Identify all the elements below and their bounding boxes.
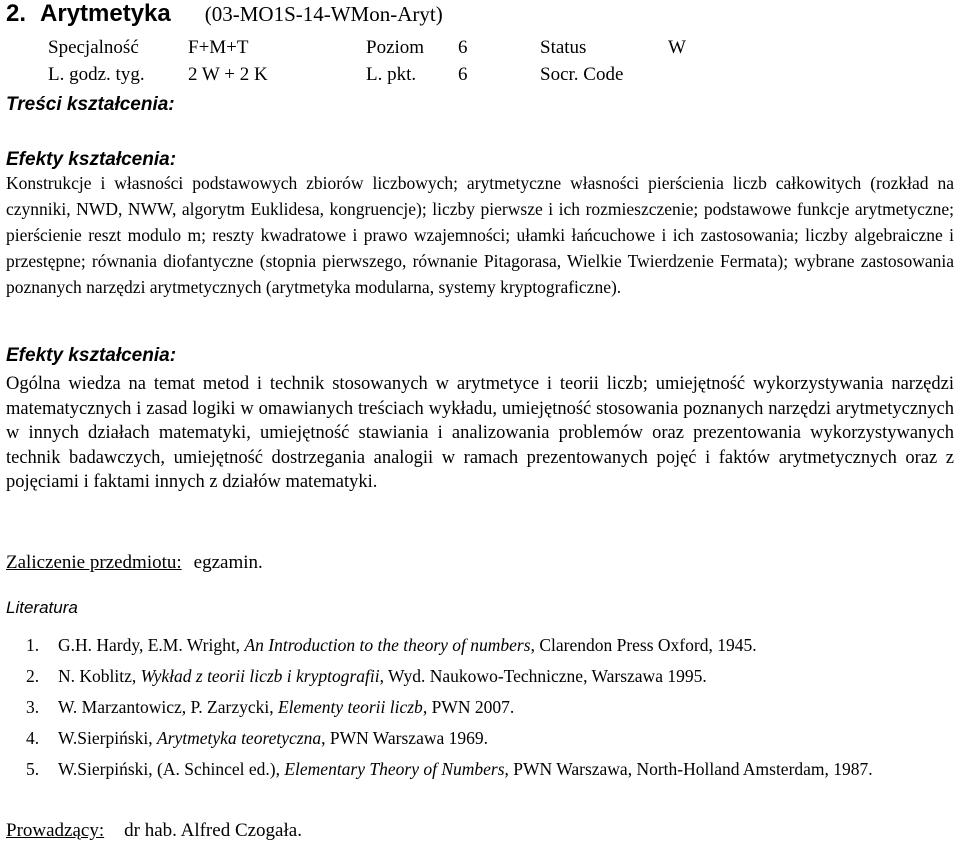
ref-title: Elementary Theory of Numbers [284, 759, 505, 779]
ref-authors: N. Koblitz, [58, 666, 141, 686]
ref-publisher: , PWN 2007. [422, 697, 515, 717]
item-number: 4. [26, 728, 40, 748]
assessment [6, 552, 263, 574]
section-heading [6, 0, 443, 28]
literature-label: Literatura [6, 598, 78, 617]
course-title: Arytmetyka [40, 0, 171, 27]
lecturer [6, 820, 302, 842]
ref-publisher: , Wyd. Naukowo-Techniczne, Warszawa 1995. [379, 666, 707, 686]
ref-title: Arytmetyka teoretyczna [157, 728, 322, 748]
ref-publisher: , Clarendon Press Oxford, 1945. [530, 635, 757, 655]
ref-authors: W.Sierpiński, (A. Schincel ed.), [58, 759, 285, 779]
assessment-label: Zaliczenie przedmiotu: [6, 552, 182, 573]
course-code: (03-MO1S-14-WMon-Aryt) [204, 2, 443, 26]
lecturer-label: Prowadzący: [6, 820, 105, 841]
meta-label-status: Status [540, 37, 587, 58]
meta-label-points: L. pkt. [366, 64, 417, 85]
ref-authors: W. Marzantowicz, P. Zarzycki, [58, 697, 278, 717]
meta-label-specialty: Specjalność [48, 37, 139, 58]
ref-authors: W.Sierpiński, [58, 728, 158, 748]
ref-publisher: , PWN Warszawa, North-Holland Amsterdam, 1987. [504, 759, 873, 779]
outcomes-label: Efekty kształcenia: [6, 345, 177, 366]
item-number: 1. [26, 635, 40, 655]
list-item [6, 726, 946, 750]
meta-value-hours: 2 W + 2 K [188, 64, 268, 85]
meta-label-hours: L. godz. tyg. [48, 64, 145, 85]
meta-value-level: 6 [458, 37, 468, 58]
meta-label-level: Poziom [366, 37, 425, 58]
item-number: 2. [26, 666, 40, 686]
ref-authors: G.H. Hardy, E.M. Wright, [58, 635, 245, 655]
section-number: 2. [6, 0, 27, 27]
meta-label-socrates-code: Socr. Code [540, 64, 624, 85]
item-number: 3. [26, 697, 40, 717]
ref-title: Elementy teorii liczb [277, 697, 423, 717]
assessment-value: egzamin. [193, 552, 263, 573]
ref-title: Wykład z teorii liczb i kryptografii [140, 666, 380, 686]
ref-title: An Introduction to the theory of numbers [244, 635, 531, 655]
literature-list [6, 633, 946, 788]
learning-outcomes-text: Ogólna wiedza na temat metod i technik stosowanych w arytmetyce i teorii liczb; umiejętność wykorzystywania narzędzi matematycznych i zasad logiki w omawianych treściach wykładu, umiejętność stosowania poznanych narzędzi arytmetycznych w innych działach matematyki, umiejętność stawiania i analizowania problemów oraz prezentowania wykorzystywanych technik badawczych, umiejętność dostrzegania analogii w ramach prezentowanych pojęć i faktów arytmetycznych oraz z pojęciami i faktami innych z działów matematyki. [6, 374, 954, 492]
list-item [6, 633, 946, 657]
item-number: 5. [26, 759, 40, 779]
list-item [6, 695, 946, 719]
meta-value-status: W [668, 37, 686, 58]
lecturer-name: dr hab. Alfred Czogała. [124, 820, 302, 841]
course-content-text: Konstrukcje i własności podstawowych zbiorów liczbowych; arytmetyczne własności pierścienia liczb całkowitych (rozkład na czynniki, NWD, NWW, algorytm Euklidesa, kongruencje); liczby pierwsze i ich rozmieszczenie; podstawowe funkcje arytmetyczne; pierścienie reszt modulo m; reszty kwadratowe i prawo wzajemności; ułamki łańcuchowe i ich zastosowania; liczby algebraiczne i przestępne; równania diofantyczne (stopnia pierwszego, równanie Pitagorasa, Wielkie Twierdzenie Fermata); wybrane zastosowania poznanych narzędzi arytmetycznych (arytmetyka modularna, systemy kryptograficzne). [6, 173, 954, 297]
meta-value-points: 6 [458, 64, 468, 85]
list-item [6, 757, 946, 781]
outcomes-label: Efekty kształcenia: [6, 149, 177, 170]
meta-value-specialty: F+M+T [188, 37, 249, 58]
ref-publisher: , PWN Warszawa 1969. [321, 728, 489, 748]
content-label: Treści kształcenia: [6, 94, 175, 115]
list-item [6, 664, 946, 688]
